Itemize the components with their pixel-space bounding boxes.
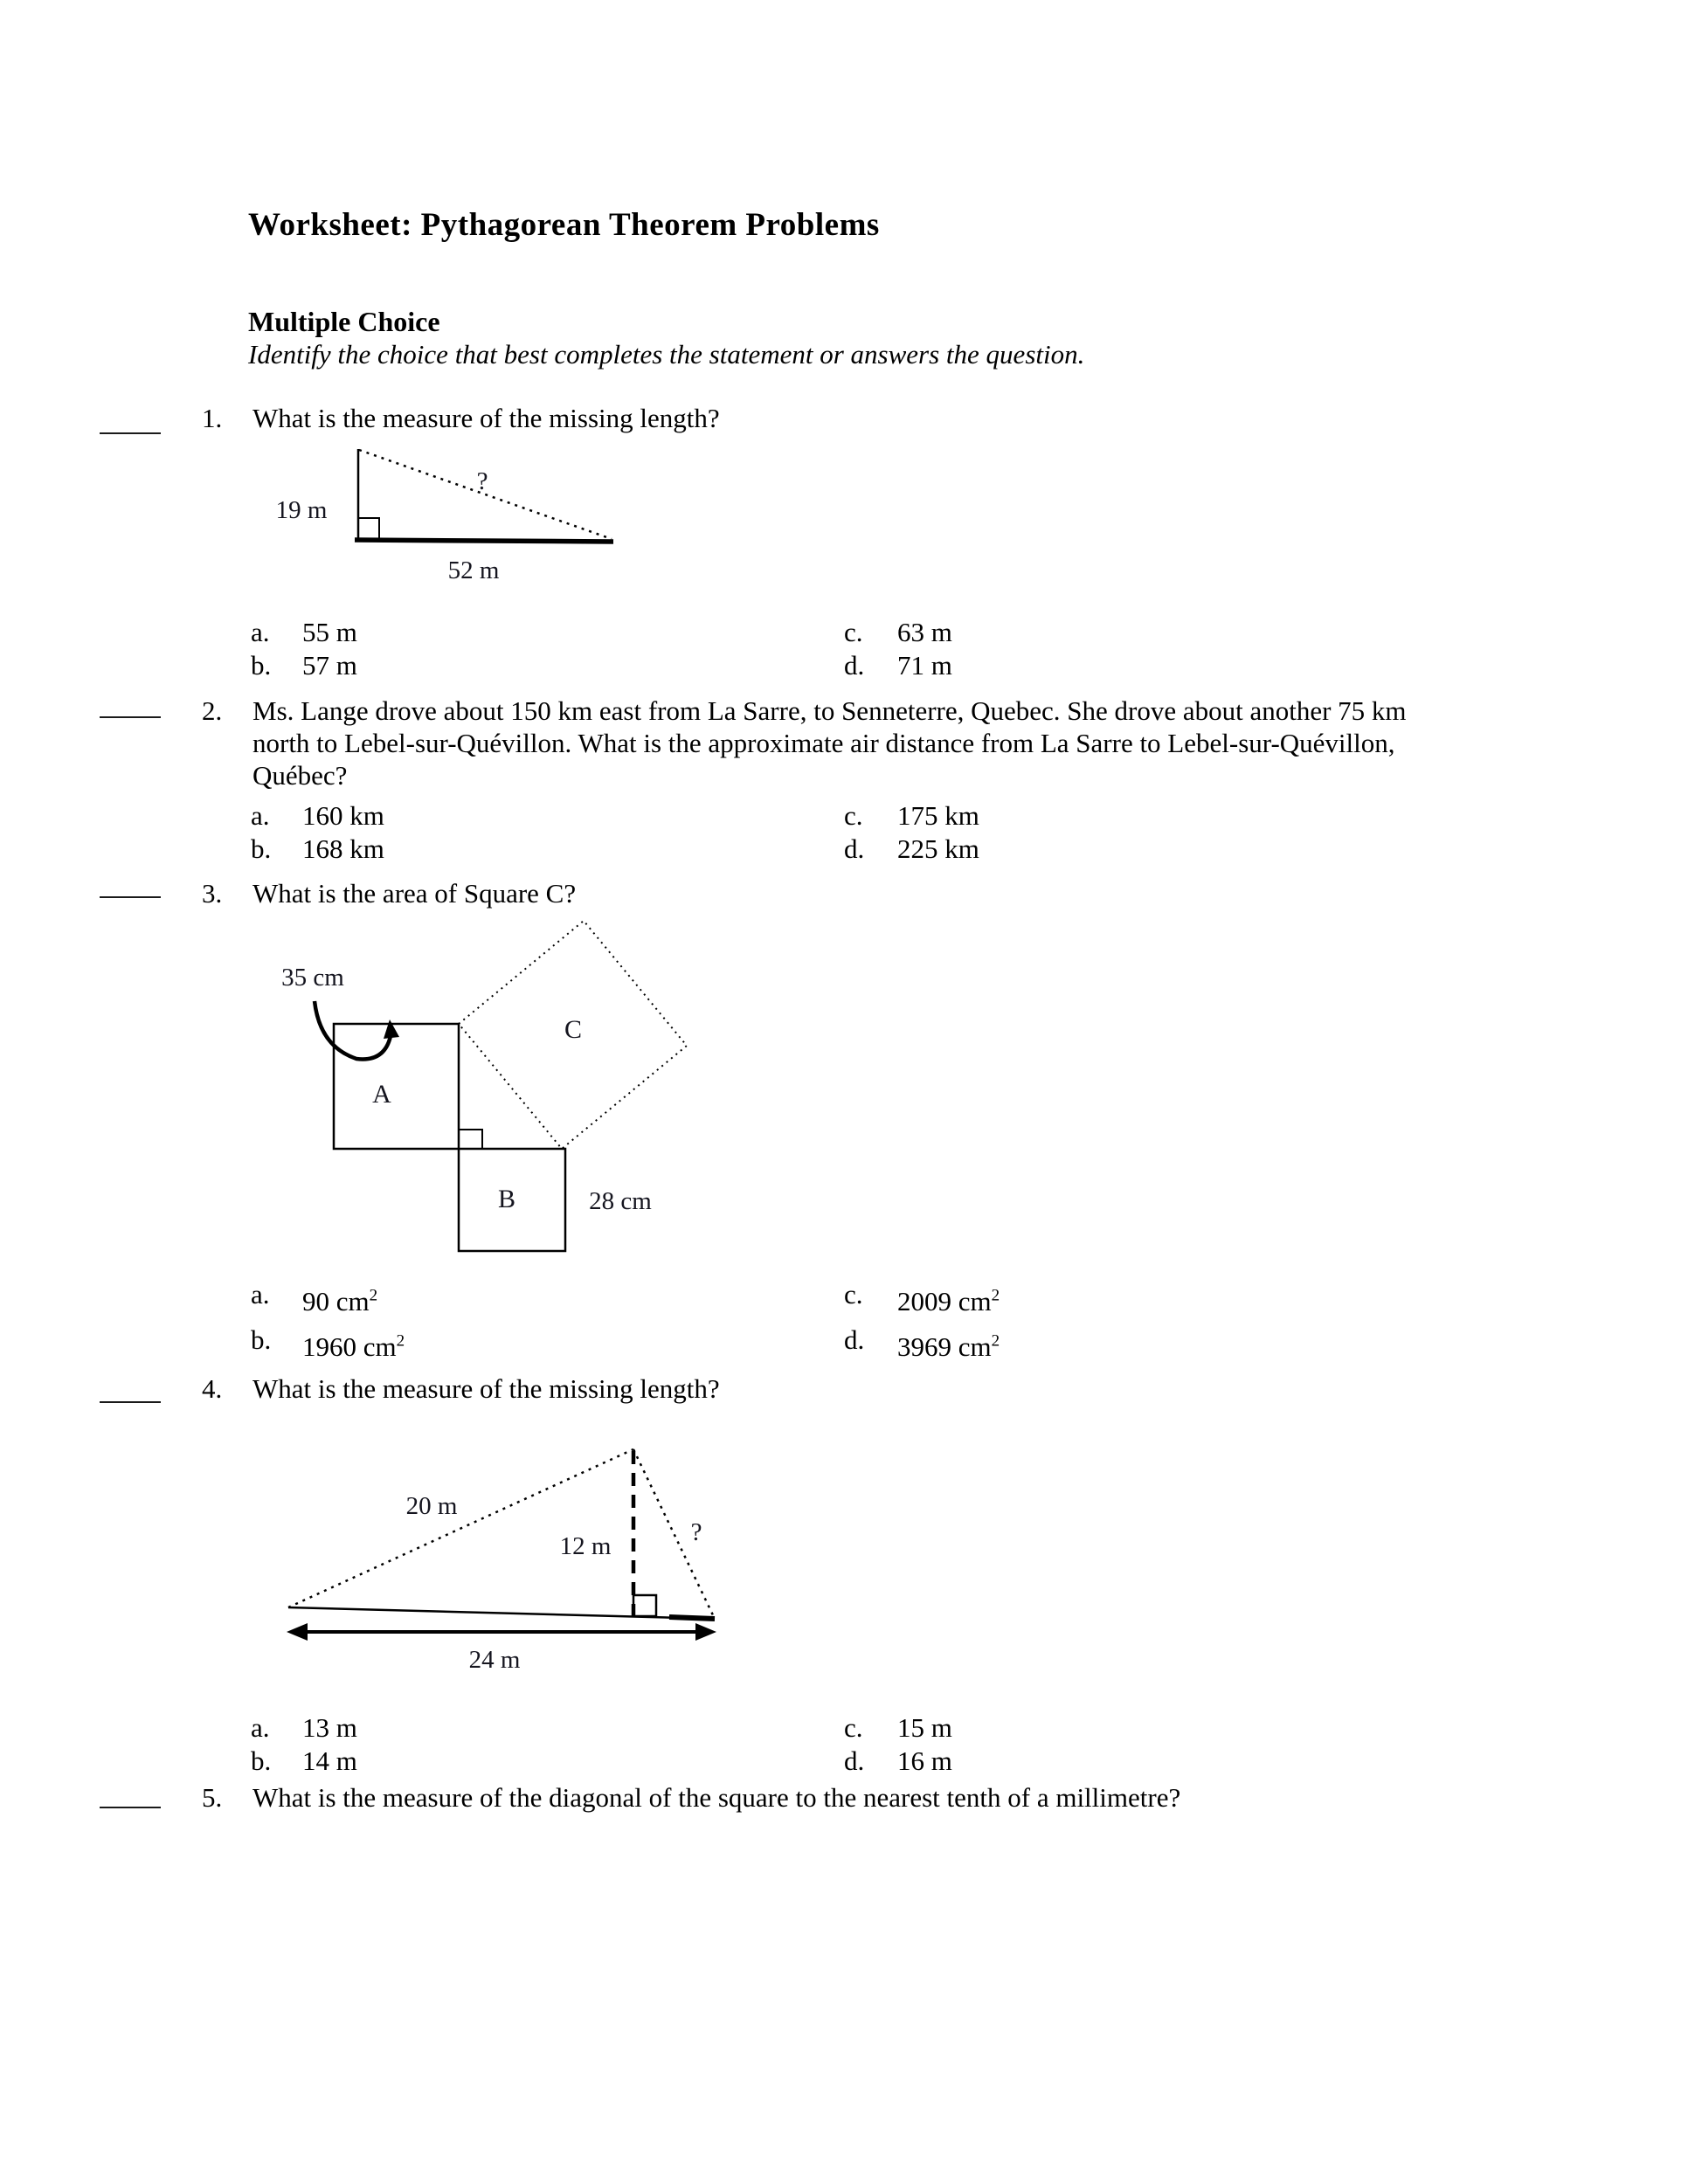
q1-option-d-letter: d.: [844, 650, 865, 681]
q5-number: 5.: [202, 1782, 223, 1813]
q3-option-c-letter: c.: [844, 1279, 863, 1310]
q3-square-b-label: B: [497, 1185, 516, 1213]
q3-option-a-sup: 2: [369, 1286, 378, 1305]
q5-header: [202, 1782, 1180, 1814]
q4-option-b-letter: b.: [251, 1745, 272, 1776]
q2-option-d-letter: d.: [844, 833, 865, 864]
q2-answer-blank: [100, 716, 161, 718]
q4-right-side-label: ?: [690, 1518, 702, 1546]
q2-option-a-letter: a.: [251, 800, 270, 831]
q4-answer-blank: [100, 1401, 161, 1403]
q2-line1-row: [202, 695, 1407, 727]
q4-triangle-diagram: [262, 1437, 751, 1682]
q4-header: [202, 1373, 720, 1405]
q3-option-b-sup: 2: [396, 1331, 405, 1351]
q1-left-leg-label: 19 m: [275, 496, 328, 524]
q4-base-label: 24 m: [468, 1646, 521, 1674]
q3-option-b-value: 1960 $cm^2$: [302, 1331, 405, 1362]
q1-base-line: [355, 540, 613, 542]
q3-squares-diagram: [262, 909, 716, 1267]
q1-header: [202, 403, 720, 434]
q2-option-a-value: 160 km: [302, 800, 384, 831]
q3-option-a-value: 90 $cm^2$: [302, 1286, 378, 1317]
q3-option-c-sup: 2: [991, 1286, 1000, 1305]
q1-option-c-value: 63 m: [897, 617, 952, 647]
q1-option-b-value: 57 m: [302, 650, 357, 681]
q3-text: What is the area of Square C?: [253, 878, 577, 909]
q2-text-line2: north to Lebel-sur-Quévillon. What is the approximate air distance from La Sarre to Lebel-sur-Quévillon,: [253, 728, 1395, 758]
q3-square-a: [334, 1024, 459, 1149]
page-title: Worksheet: Pythagorean Theorem Problems: [248, 207, 880, 243]
q1-text: What is the measure of the missing length?: [253, 403, 720, 433]
q4-right-angle-marker: [633, 1595, 656, 1616]
q3-square-c-label: C: [564, 1015, 583, 1044]
q4-option-b-value: 14 m: [302, 1745, 357, 1776]
q3-option-a-letter: a.: [251, 1279, 270, 1310]
q1-triangle-diagram: [253, 435, 638, 592]
q2-option-b-letter: b.: [251, 833, 272, 864]
q1-number: 1.: [202, 403, 223, 433]
q3-header: [202, 878, 576, 909]
q2-number: 2.: [202, 695, 223, 726]
q3-pointer-arrow: [315, 1001, 391, 1059]
q1-hypotenuse-label: ?: [476, 467, 488, 495]
q3-pointer-arrowhead: [384, 1019, 399, 1039]
q3-number: 3.: [202, 878, 223, 909]
q2-option-c-value: 175 km: [897, 800, 979, 831]
q4-option-a-value: 13 m: [302, 1712, 357, 1743]
q4-altitude-label: 12 m: [559, 1532, 612, 1560]
q3-side-a-label: 35 cm: [281, 964, 344, 992]
q2-text-line3: Québec?: [253, 760, 348, 791]
q1-option-c-letter: c.: [844, 617, 863, 647]
q1-right-angle-marker: [358, 518, 379, 540]
q3-option-d-letter: d.: [844, 1324, 865, 1355]
q4-base-thick-segment: [669, 1617, 715, 1619]
q3-square-a-label: A: [372, 1080, 391, 1109]
q4-left-side-line: [288, 1449, 633, 1607]
q3-option-b-letter: b.: [251, 1324, 272, 1355]
q3-option-c-value: 2009 $cm^2$: [897, 1286, 1000, 1317]
q4-span-arrow-left-head: [287, 1623, 308, 1641]
q4-option-c-value: 15 m: [897, 1712, 952, 1743]
q4-number: 4.: [202, 1373, 223, 1404]
q4-text: What is the measure of the missing length?: [253, 1373, 720, 1404]
q1-base-label: 52 m: [447, 556, 500, 584]
q3-option-d-sup: 2: [991, 1331, 1000, 1351]
q5-answer-blank: [100, 1807, 161, 1808]
q4-right-side-line: [633, 1449, 715, 1619]
q2-header: [202, 695, 1407, 791]
q3-side-b-label: 28 cm: [589, 1187, 652, 1215]
section-heading: Multiple Choice: [248, 306, 440, 337]
q1-option-a-value: 55 m: [302, 617, 357, 647]
q4-option-c-letter: c.: [844, 1712, 863, 1743]
q2-text-line1: Ms. Lange drove about 150 km east from La Sarre, to Senneterre, Quebec. She drove about another 75 km: [253, 695, 1407, 726]
q2-option-c-letter: c.: [844, 800, 863, 831]
q2-option-d-value: 225 km: [897, 833, 979, 864]
q4-option-a-letter: a.: [251, 1712, 270, 1743]
q1-option-b-letter: b.: [251, 650, 272, 681]
q3-option-d-value: 3969 $cm^2$: [897, 1331, 1000, 1362]
q4-left-side-label: 20 m: [405, 1492, 458, 1520]
q4-span-arrow-right-head: [695, 1623, 716, 1641]
q2-option-b-value: 168 km: [302, 833, 384, 864]
q3-right-angle-marker: [459, 1130, 482, 1149]
q1-answer-blank: [100, 432, 161, 434]
q4-option-d-letter: d.: [844, 1745, 865, 1776]
q1-option-a-letter: a.: [251, 617, 270, 647]
q1-option-d-value: 71 m: [897, 650, 952, 681]
q3-answer-blank: [100, 896, 161, 898]
q4-option-d-value: 16 m: [897, 1745, 952, 1776]
q5-text: What is the measure of the diagonal of the square to the nearest tenth of a millimetre?: [253, 1782, 1181, 1813]
instructions-text: Identify the choice that best completes the statement or answers the question.: [248, 339, 1085, 370]
